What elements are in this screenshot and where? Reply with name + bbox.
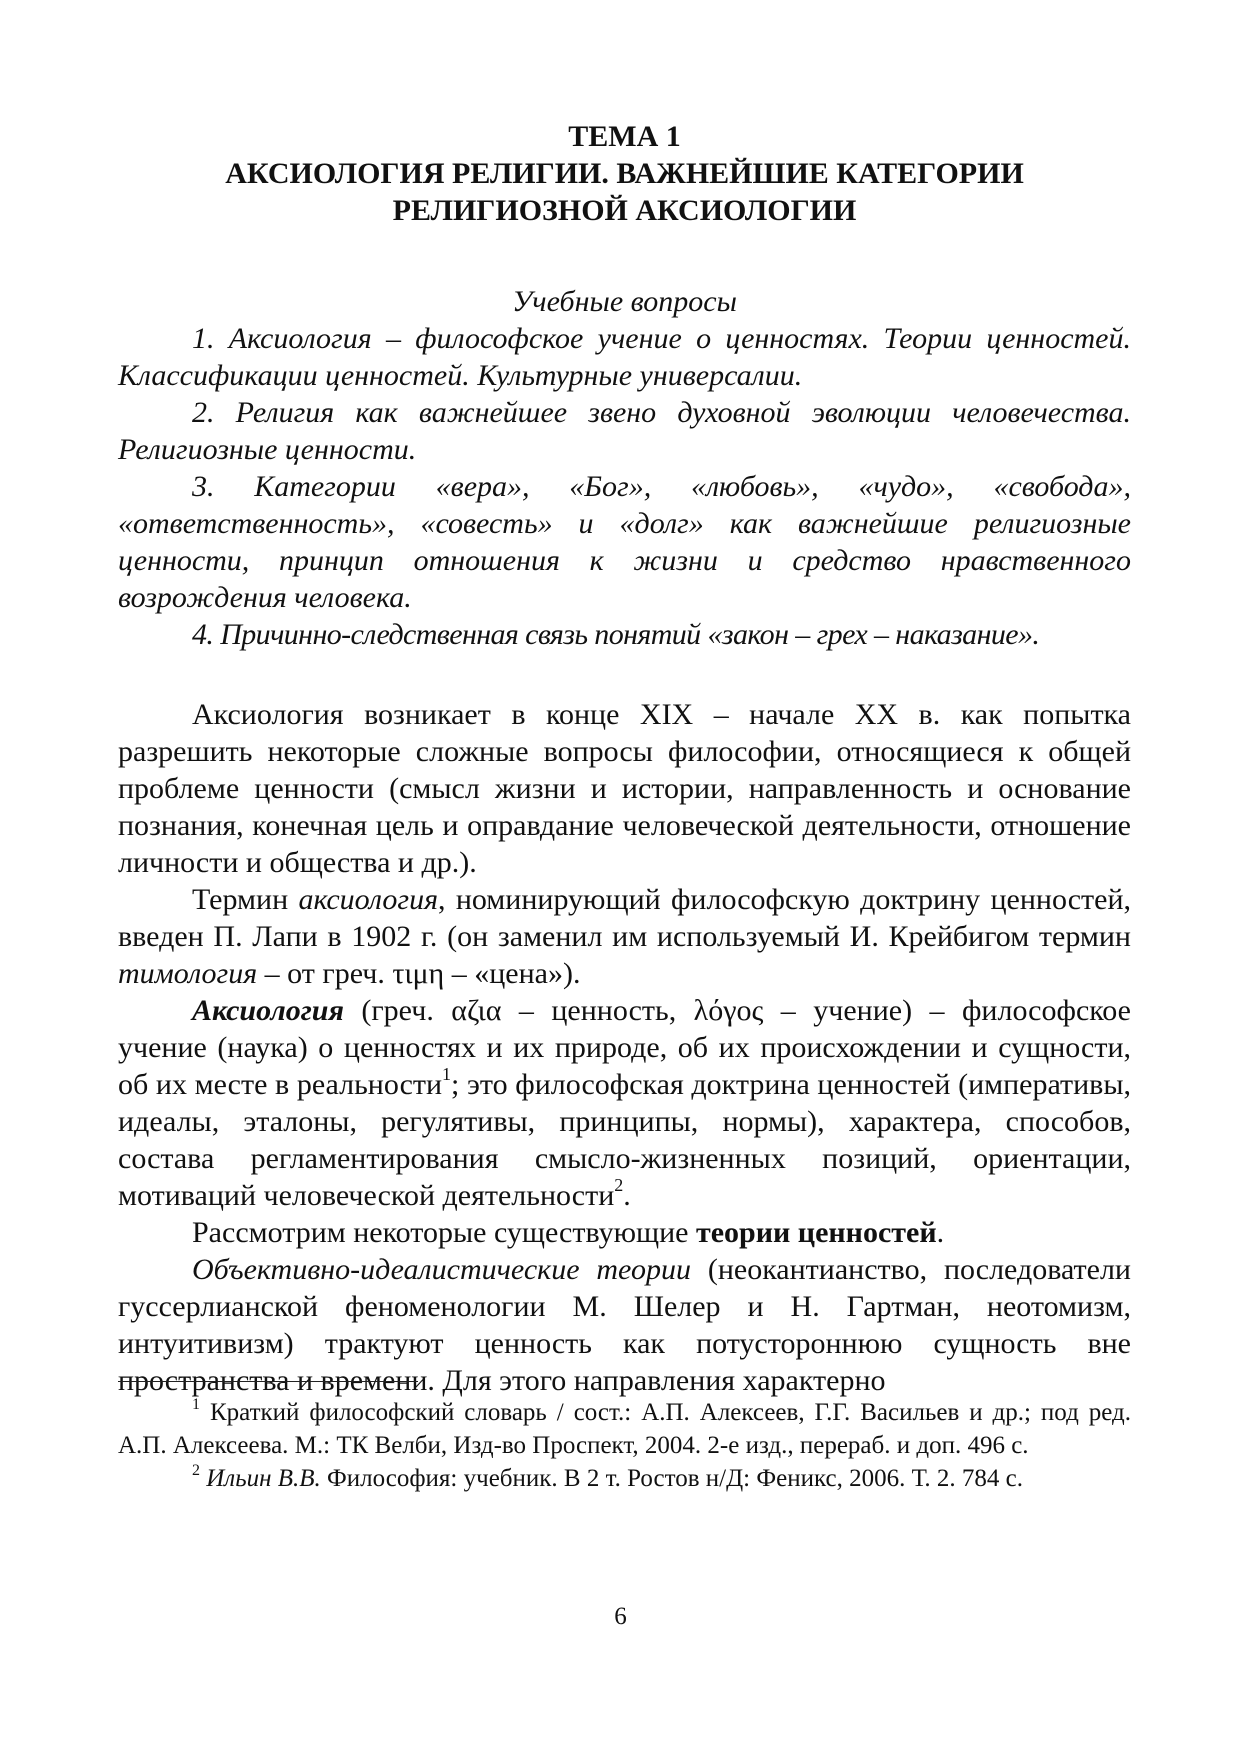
footnote-ref-2[interactable]: 2	[614, 1175, 624, 1195]
topic-number: ТЕМА 1	[568, 120, 681, 153]
topic-title-line-2: РЕЛИГИОЗНОЙ АКСИОЛОГИИ	[392, 194, 857, 227]
paragraph-1: Аксиология возникает в конце XIX – начале XX в. как попытка разрешить некоторые сложные вопросы философии, относящиеся к общей проблеме ценности (смысл жизни и истории, направленность и основание познания, конечная цель и оправдание человеческой деятельности, отношение личности и общества и др.).	[118, 698, 1131, 879]
footnote-mark: 1	[192, 1396, 200, 1413]
footnotes	[118, 1396, 1131, 1495]
footnote-1: $^1$ Краткий философский словарь / сост.: А.П. Алексеев, Г.Г. Васильев и др.; под ред. А.П. Алексеева. М.: ТК Велби, Изд-во Проспект, 2004. 2-е изд., перераб. и доп. 496 с.	[118, 1396, 1131, 1459]
study-question-3: 3. Категории «вера», «Бог», «любовь», «чудо», «свобода», «ответственность», «совесть» и «долг» как важнейшие религиозные ценности, принцип отношения к жизни и средство нравственного возрождения человека.	[118, 470, 1131, 614]
paragraph-2: Термин аксиология, номинирующий философскую доктрину ценностей, введен П. Лапи в 1902 г. (он заменил им используемый И. Крейбигом термин тимология – от греч. τιμη – «цена»).	[118, 883, 1131, 990]
main-text	[118, 696, 1131, 1399]
footnote-2: $^2$ Ильин В.В. Философия: учебник. В 2 т. Ростов н/Д: Феникс, 2006. Т. 2. 784 с.	[192, 1462, 1023, 1492]
footnote-separator	[118, 1381, 418, 1382]
study-question-2: 2. Религия как важнейшее звено духовной эволюции человечества. Религиозные ценности.	[118, 396, 1131, 466]
paragraph-3: Аксиология (греч. αζια – ценность, λόγος – учение) – философское учение (наука) о ценностях и их природе, об их происхождении и сущности, об их месте в реальности$^1$; это философская доктрина ценностей (императивы, идеалы, эталоны, регулятивы, принципы, нормы), характера, способов, состава регламентирования смысло-жизненных позиций, ориентации, мотиваций человеческой деятельности$^2$.	[118, 994, 1132, 1212]
definition-term: Аксиология	[192, 994, 344, 1027]
study-question-4: 4. Причинно-следственная связь понятий «закон – грех – наказание».	[192, 618, 1040, 651]
footnote-mark: 2	[192, 1462, 200, 1479]
paragraph-4: Рассмотрим некоторые существующие теории ценностей.	[192, 1216, 945, 1249]
paragraph-5: Объективно-идеалистические теории (неокантианство, последователи гуссерлианской феноменологии М. Шелер и Н. Гартман, неотомизм, интуитивизм) трактуют ценность как потустороннюю сущность вне пространства и времени. Для этого направления характерно	[118, 1253, 1131, 1397]
study-question-1: 1. Аксиология – философское учение о ценностях. Теории ценностей. Классификации ценностей. Культурные универсалии.	[118, 322, 1131, 392]
footnote-author: Ильин В.В.	[206, 1465, 321, 1492]
study-questions	[118, 283, 1131, 653]
term-objective-idealist-theories: Объективно-идеалистические теории	[192, 1253, 691, 1286]
footnote-ref-1[interactable]: 1	[442, 1064, 452, 1084]
term-timology: тимология	[118, 957, 258, 990]
bold-term-value-theories: теории ценностей	[695, 1216, 937, 1249]
page-number: 6	[614, 1603, 627, 1630]
topic-title-line-1: АКСИОЛОГИЯ РЕЛИГИИ. ВАЖНЕЙШИЕ КАТЕГОРИИ	[225, 157, 1024, 190]
term-axiology: аксиология	[298, 883, 439, 916]
study-questions-heading: Учебные вопросы	[512, 285, 737, 318]
topic-heading	[118, 118, 1131, 229]
